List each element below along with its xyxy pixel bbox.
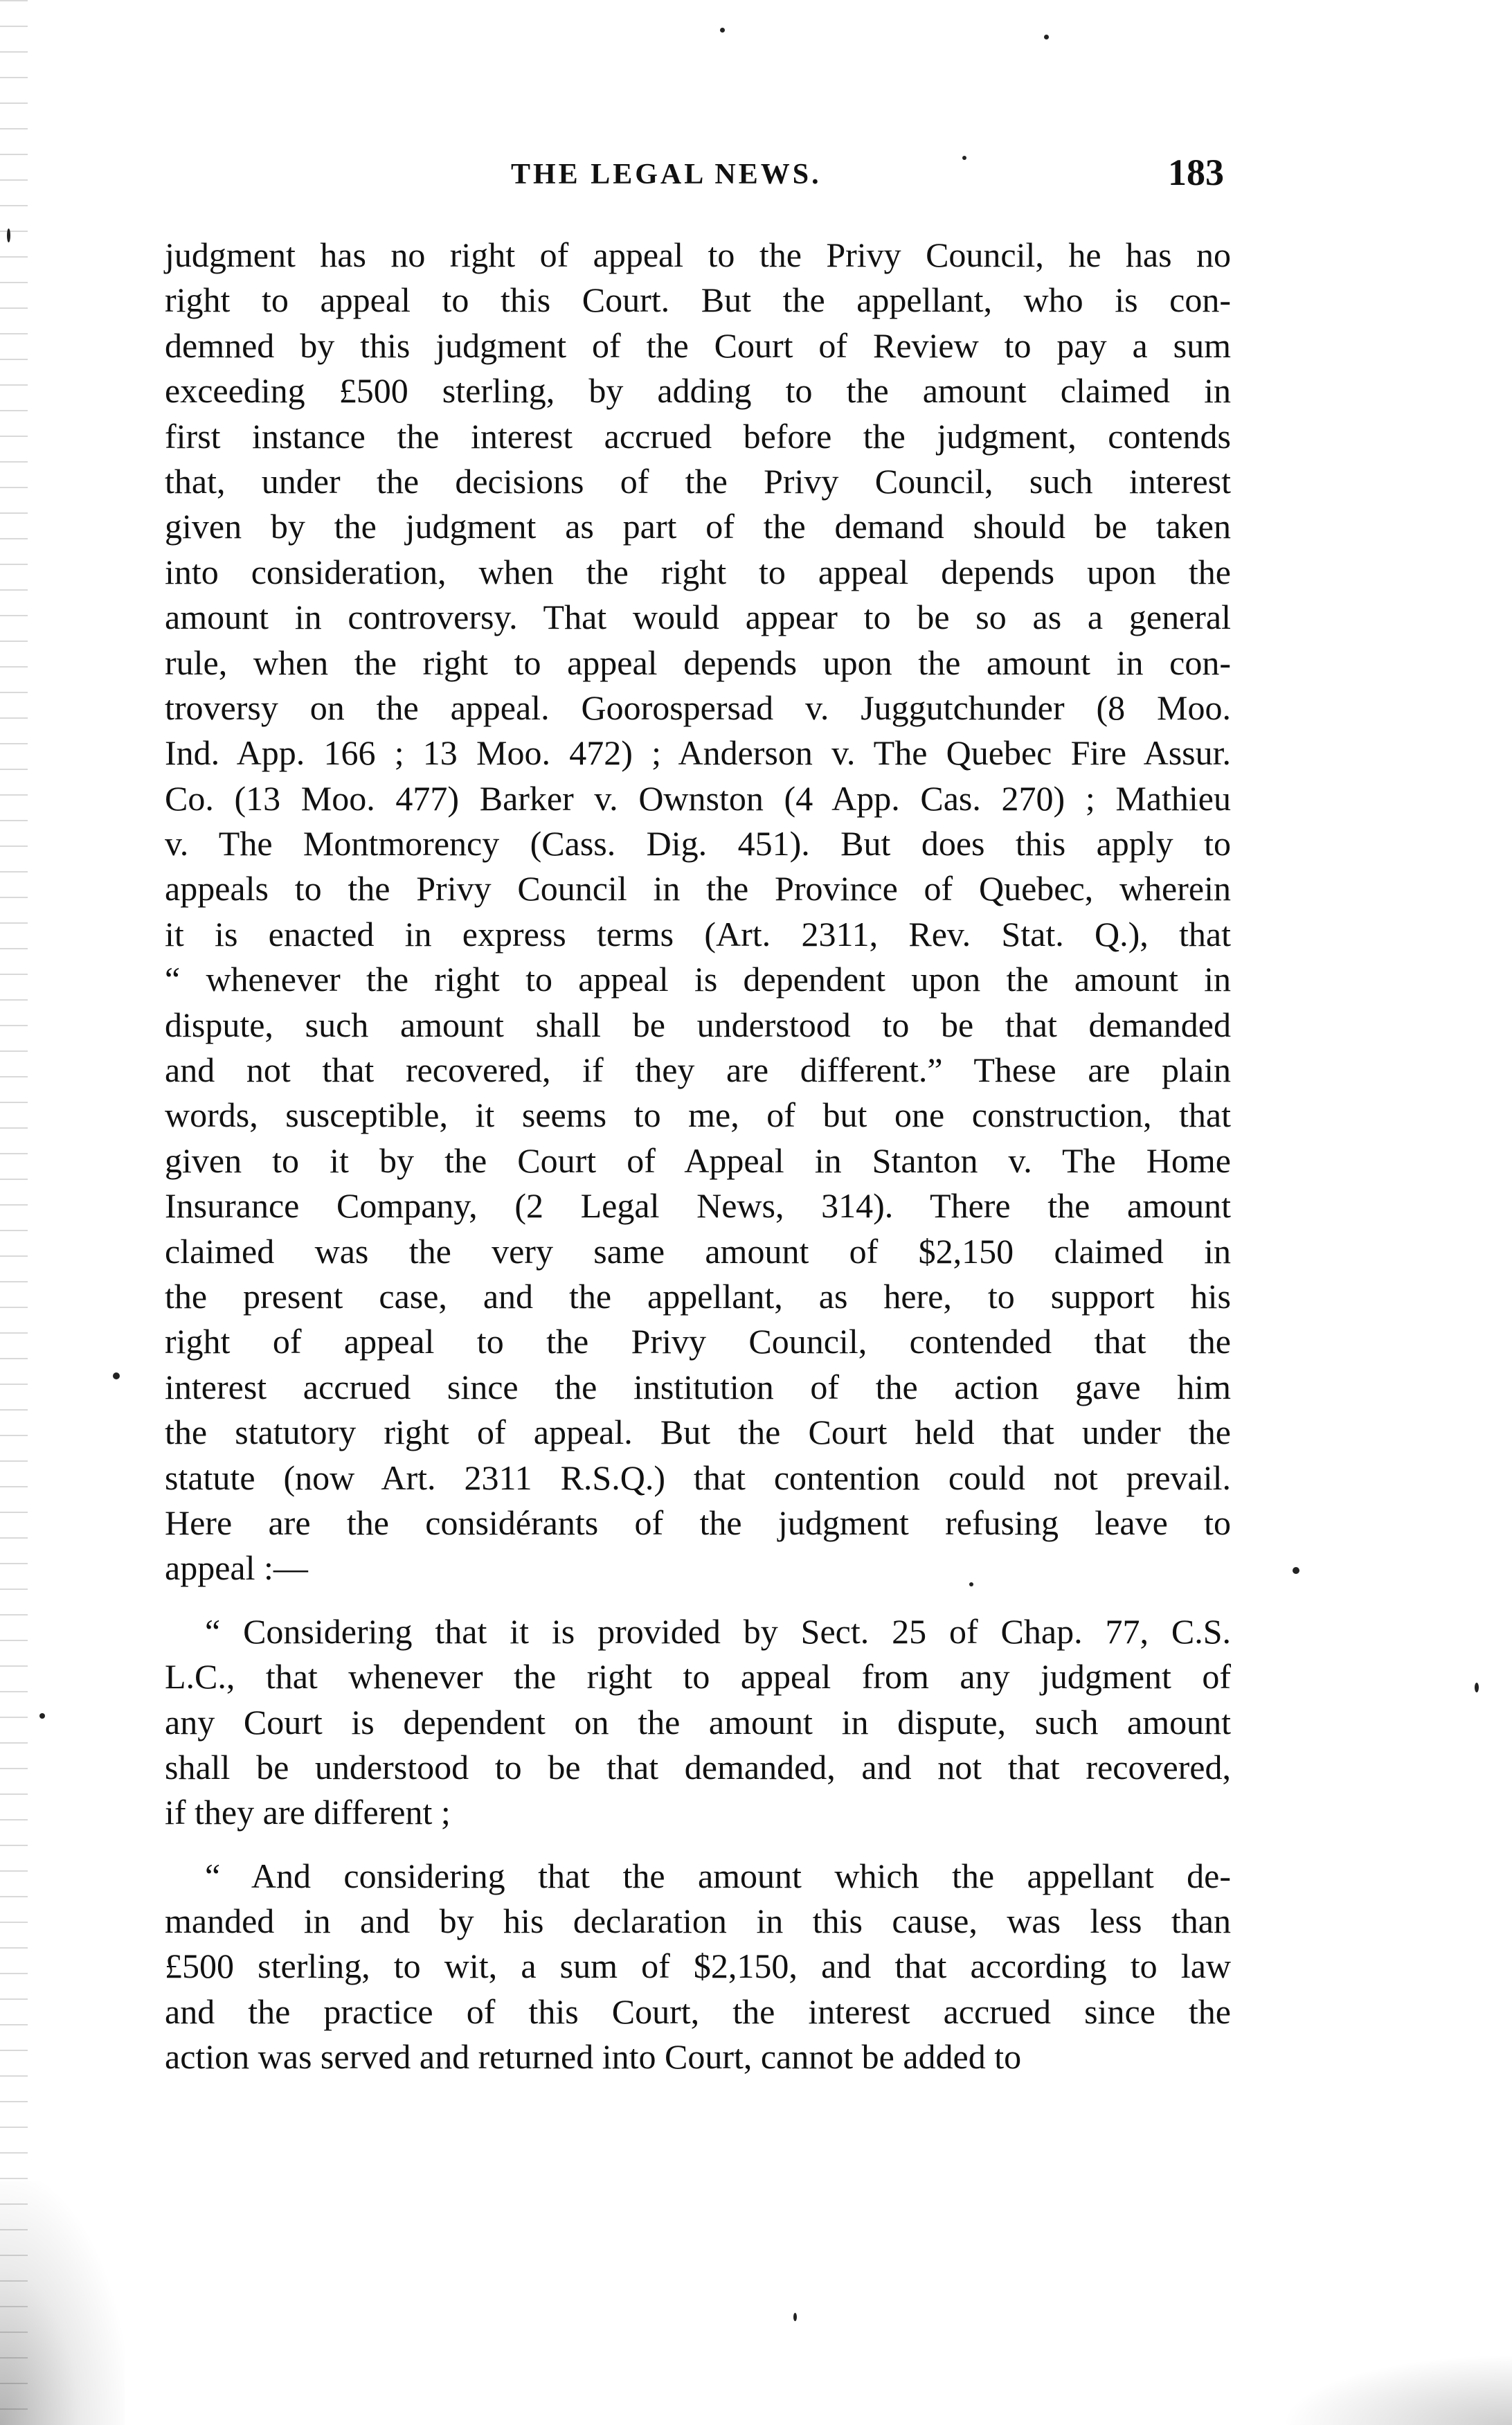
text-line: action was served and returned into Court, cannot be added to (165, 2037, 1022, 2077)
scan-noise-bottom-right (1281, 2354, 1512, 2425)
running-title: THE LEGAL NEWS. (511, 159, 822, 190)
text-line: words, susceptible, it seems to me, of but one construction, that (165, 1095, 1231, 1135)
article-body (165, 233, 1231, 2080)
text-line: given by the judgment as part of the demand should be taken (165, 507, 1231, 546)
paragraph (165, 1609, 1231, 1836)
speck (39, 1713, 45, 1719)
text-line: appeal :— (165, 1548, 308, 1588)
text-line: L.C., that whenever the right to appeal from any judgment of (165, 1657, 1231, 1697)
text-line: Insurance Company, (2 Legal News, 314). There the amount (165, 1186, 1231, 1226)
scan-noise-left-edge (0, 0, 28, 2425)
speck (793, 2313, 797, 2321)
text-line: Co. (13 Moo. 477) Barker v. Ownston (4 App. Cas. 270) ; Mathieu (165, 778, 1231, 818)
page-header (165, 151, 1231, 199)
text-line: appeals to the Privy Council in the Province of Quebec, wherein (165, 869, 1231, 909)
text-line: rule, when the right to appeal depends upon the amount in con- (165, 643, 1231, 682)
speck (113, 1372, 120, 1379)
text-line: Here are the considérants of the judgment refusing leave to (165, 1503, 1231, 1542)
speck (969, 1582, 973, 1586)
speck (1044, 35, 1049, 39)
speck (1475, 1683, 1479, 1692)
text-line: into consideration, when the right to appeal depends upon the (165, 552, 1231, 591)
scan-noise-bottom-left (0, 2181, 125, 2425)
speck (1293, 1567, 1299, 1574)
text-line: and the practice of this Court, the interest accrued since the (165, 1992, 1231, 2031)
text-line: “ whenever the right to appeal is dependent upon the amount in (165, 960, 1231, 999)
speck (7, 229, 10, 242)
text-line: judgment has no right of appeal to the Privy Council, he has no (165, 235, 1231, 274)
speck (720, 28, 725, 33)
speck (962, 156, 966, 160)
text-line: troversy on the appeal. Goorospersad v. Juggutchunder (8 Moo. (165, 688, 1231, 727)
paragraph (165, 233, 1231, 1591)
text-line: any Court is dependent on the amount in dispute, such amount (165, 1702, 1231, 1742)
paragraph (165, 1854, 1231, 2080)
paragraph-gap (165, 1836, 1231, 1854)
text-line: statute (now Art. 2311 R.S.Q.) that contention could not prevail. (165, 1458, 1231, 1497)
text-line: demned by this judgment of the Court of Review to pay a sum (165, 325, 1231, 365)
text-line: manded in and by his declaration in this cause, was less than (165, 1901, 1231, 1941)
text-line: shall be understood to be that demanded, and not that recovered, (165, 1747, 1231, 1787)
text-line: right of appeal to the Privy Council, contended that the (165, 1322, 1231, 1361)
text-line: right to appeal to this Court. But the appellant, who is con- (165, 280, 1231, 320)
text-line: given to it by the Court of Appeal in Stanton v. The Home (165, 1140, 1231, 1180)
text-line: first instance the interest accrued before the judgment, contends (165, 416, 1231, 456)
text-line: the statutory right of appeal. But the Court held that under the (165, 1413, 1231, 1452)
text-line: it is enacted in express terms (Art. 2311, Rev. Stat. Q.), that (165, 914, 1231, 954)
text-line: that, under the decisions of the Privy Council, such interest (165, 461, 1231, 501)
text-line: Ind. App. 166 ; 13 Moo. 472) ; Anderson v. The Quebec Fire Assur. (165, 733, 1231, 773)
text-line: the present case, and the appellant, as here, to support his (165, 1276, 1231, 1316)
text-line: dispute, such amount shall be understood to be that demanded (165, 1005, 1231, 1044)
page-number: 183 (1168, 152, 1224, 193)
paragraph-gap (165, 1591, 1231, 1609)
text-line: £500 sterling, to wit, a sum of $2,150, and that according to law (165, 1947, 1231, 1986)
text-line: “ And considering that the amount which the appellant de- (205, 1856, 1231, 1895)
text-line: amount in controversy. That would appear to be so as a general (165, 598, 1231, 637)
text-line: if they are different ; (165, 1793, 451, 1832)
text-line: v. The Montmorency (Cass. Dig. 451). But does this apply to (165, 824, 1231, 863)
text-line: exceeding £500 sterling, by adding to the amount claimed in (165, 371, 1231, 411)
text-line: “ Considering that it is provided by Sect. 25 of Chap. 77, C.S. (205, 1611, 1231, 1651)
text-line: and not that recovered, if they are different.” These are plain (165, 1050, 1231, 1090)
text-line: interest accrued since the institution of the action gave him (165, 1367, 1231, 1406)
text-line: claimed was the very same amount of $2,150 claimed in (165, 1231, 1231, 1271)
